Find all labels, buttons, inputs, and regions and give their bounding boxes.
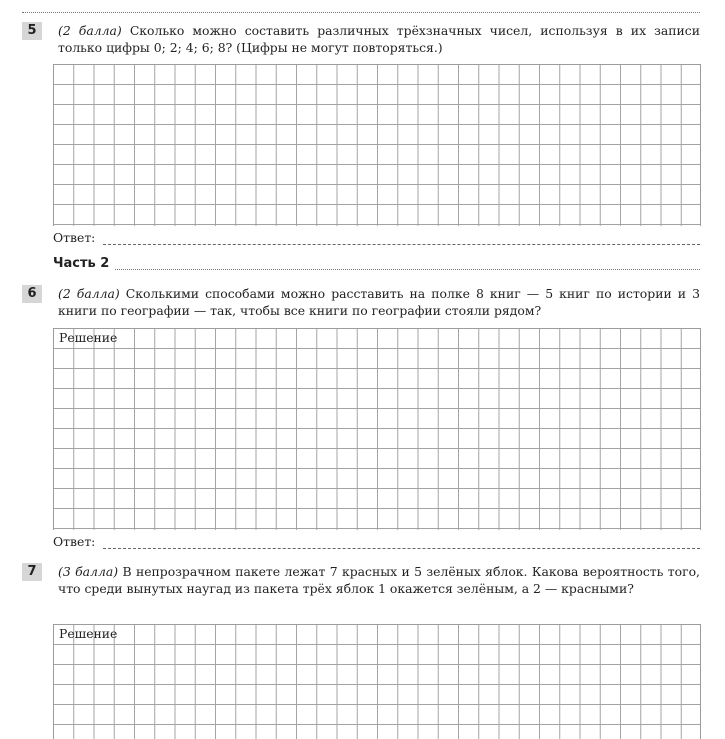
problem-7-number: 7 <box>22 563 42 581</box>
problem-7-points: (3 балла) <box>58 564 119 579</box>
problem-5-question: Сколько можно составить различных трёхзначных чисел, используя в их записи только цифры 0; 2; 4; 6; 8? (Цифры не могут повторяться.) <box>58 23 700 55</box>
problem-5-points: (2 балла) <box>58 23 122 38</box>
problem-6-text <box>58 285 700 319</box>
problem-5-number: 5 <box>22 22 42 40</box>
problem-7-solution-grid[interactable] <box>53 624 701 739</box>
problem-7-text <box>58 563 700 597</box>
problem-6-answer-label: Ответ: <box>53 534 96 549</box>
problem-6-question: Сколькими способами можно расставить на полке 8 книг — 5 книг по истории и 3 книги по географии — так, чтобы все книги по географии стояли рядом? <box>58 286 700 318</box>
problem-5-answer-field[interactable] <box>103 244 700 245</box>
part-dotted-rule <box>115 269 700 270</box>
problem-7-question: В непрозрачном пакете лежат 7 красных и 5 зелёных яблок. Какова вероятность того, что среди вынутых наугад из пакета трёх яблок 1 окажется зелёным, а 2 — красными? <box>58 564 701 596</box>
problem-6-points: (2 балла) <box>58 286 120 301</box>
problem-6-answer-row <box>53 534 700 550</box>
part-header <box>53 255 700 273</box>
problem-6-answer-field[interactable] <box>103 548 700 549</box>
problem-7-solution-label: Решение <box>59 626 118 641</box>
part-title: Часть 2 <box>53 256 110 271</box>
problem-5-work-grid[interactable] <box>53 64 701 226</box>
problem-5-answer-label: Ответ: <box>53 230 96 245</box>
problem-6-solution-label: Решение <box>59 330 118 345</box>
problem-5-text <box>58 22 700 56</box>
problem-6-solution-grid[interactable] <box>53 328 701 530</box>
problem-5-answer-row <box>53 230 700 246</box>
top-dotted-rule <box>22 12 700 13</box>
problem-6-number: 6 <box>22 285 42 303</box>
